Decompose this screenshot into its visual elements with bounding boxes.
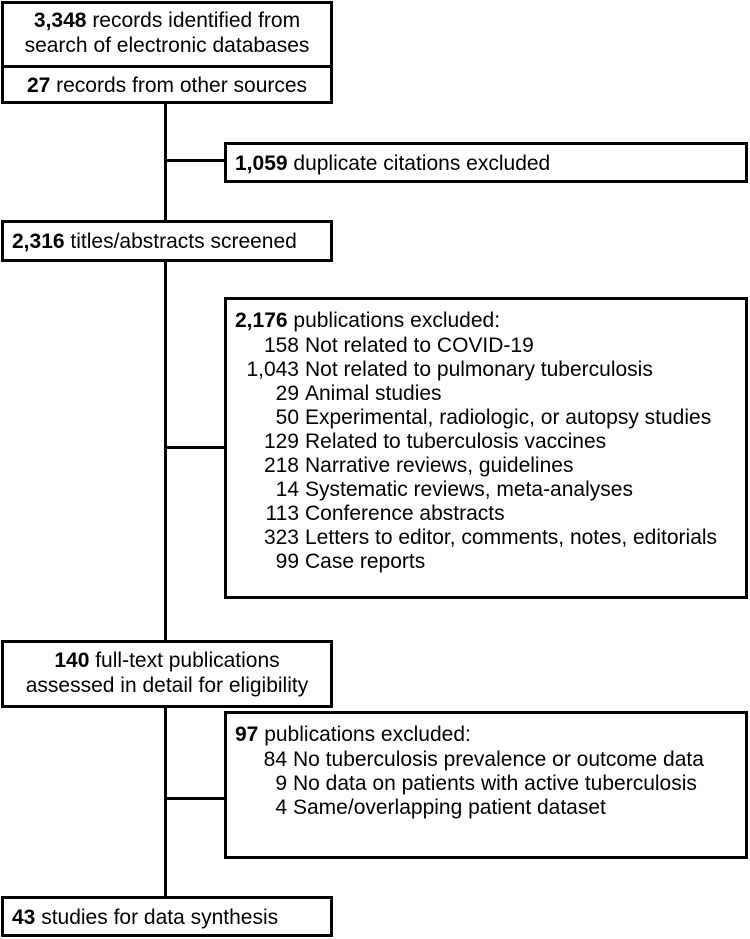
- fulltext-label: full-text publications: [89, 649, 280, 672]
- other-sources-box: [1, 65, 333, 104]
- synthesis-label: studies for data synthesis: [35, 906, 279, 929]
- exclusion-reason: [235, 334, 745, 358]
- reason-count: 14: [275, 478, 299, 501]
- exclusion-reason: [235, 772, 745, 796]
- exclusion-reason: [235, 478, 745, 502]
- synthesis-count: 43: [12, 906, 36, 929]
- fulltext-excluded-label: publications excluded:: [258, 723, 471, 746]
- exclusion-reason: [235, 454, 745, 478]
- reason-count: 4: [275, 796, 287, 819]
- duplicates-label: duplicate citations excluded: [287, 152, 551, 175]
- reason-label: Letters to editor, comments, notes, editorials: [305, 526, 718, 549]
- reason-count: 158: [263, 334, 299, 357]
- reason-label: Not related to COVID-19: [305, 334, 534, 357]
- other-sources-label: records from other sources: [50, 74, 308, 97]
- reason-label: Same/overlapping patient dataset: [293, 796, 606, 819]
- databases-label: records identified from: [86, 9, 301, 32]
- duplicates-count: 1,059: [235, 152, 288, 175]
- reason-label: Case reports: [305, 550, 426, 573]
- exclusion-reason: [235, 550, 745, 574]
- reason-count: 323: [263, 526, 299, 549]
- reason-label: Animal studies: [305, 382, 442, 405]
- records-identified-box: [1, 1, 333, 68]
- reason-count: 129: [263, 430, 299, 453]
- fulltext-assessed-box: [1, 640, 333, 708]
- reason-count: 113: [265, 502, 299, 525]
- reason-label: Systematic reviews, meta-analyses: [305, 478, 633, 501]
- reason-label: Experimental, radiologic, or autopsy studies: [305, 406, 712, 429]
- exclusion-reason: [235, 796, 745, 820]
- exclusion-reason: [235, 382, 745, 406]
- exclusion-reason: [235, 748, 745, 772]
- duplicates-box: [224, 142, 748, 183]
- exclusion-reason: [235, 502, 745, 526]
- reason-label: No tuberculosis prevalence or outcome data: [293, 748, 704, 771]
- exclusion-reason: [235, 406, 745, 430]
- excluded-count: 2,176: [235, 309, 288, 332]
- reason-label: Not related to pulmonary tuberculosis: [305, 358, 653, 381]
- reason-count: 218: [263, 454, 299, 477]
- reason-count: 29: [275, 382, 299, 405]
- databases-count: 3,348: [33, 9, 87, 32]
- synthesis-box: [1, 896, 333, 937]
- exclusion-reason: [235, 526, 745, 550]
- reason-count: 99: [275, 550, 299, 573]
- reason-label: Related to tuberculosis vaccines: [305, 430, 607, 453]
- databases-label-line2: search of electronic databases: [24, 34, 310, 57]
- reason-count: 84: [263, 748, 287, 771]
- branch-line-fulltext-excluded: [164, 797, 226, 800]
- reason-count: 9: [275, 772, 287, 795]
- branch-line-excluded: [164, 446, 226, 449]
- reason-count: 50: [275, 406, 299, 429]
- excluded-label: publications excluded:: [287, 309, 501, 332]
- screened-label: titles/abstracts screened: [64, 230, 297, 253]
- exclusion-reason: [235, 430, 745, 454]
- fulltext-label-line2: assessed in detail for eligibility: [25, 674, 309, 697]
- screened-count: 2,316: [12, 230, 65, 253]
- reason-label: No data on patients with active tuberculosis: [293, 772, 697, 795]
- reason-label: Narrative reviews, guidelines: [305, 454, 574, 477]
- screened-box: [1, 220, 333, 262]
- fulltext-excluded-box: [224, 711, 748, 859]
- branch-line-duplicates: [164, 159, 226, 162]
- fulltext-count: 140: [54, 649, 90, 672]
- reason-count: 1,043: [246, 358, 299, 381]
- exclusion-reason: [235, 358, 745, 382]
- reason-label: Conference abstracts: [305, 502, 505, 525]
- other-sources-count: 27: [26, 74, 51, 97]
- publications-excluded-box: [224, 297, 748, 599]
- fulltext-excluded-count: 97: [235, 723, 259, 746]
